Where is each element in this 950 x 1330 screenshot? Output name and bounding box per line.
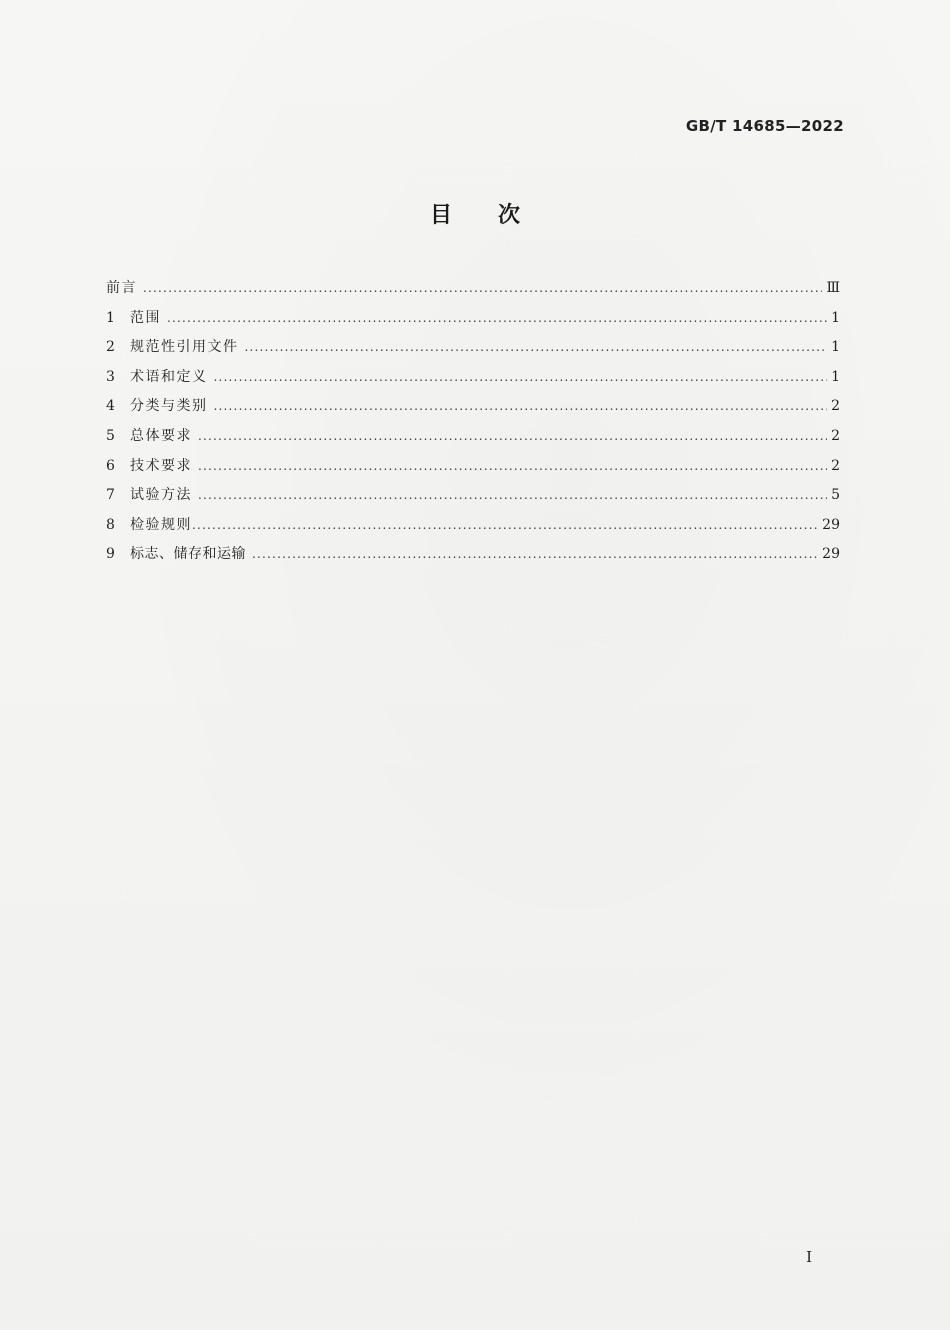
page-number: I <box>806 1248 812 1266</box>
toc-entry-inspection-rules[interactable] <box>106 511 840 541</box>
toc-entry-number: 3 <box>106 368 115 385</box>
toc-entry-scope[interactable] <box>106 304 840 334</box>
toc-entry-label: 分类与类别 <box>130 398 208 415</box>
toc-entry-page: 2 <box>831 457 840 474</box>
toc-entry-page: 1 <box>831 339 840 356</box>
toc-entry-label: 检验规则 <box>130 516 192 533</box>
toc-entry-number: 2 <box>106 339 115 356</box>
toc-dot-leader <box>192 511 818 541</box>
toc-title: 目次 <box>429 203 566 228</box>
toc-entry-label: 范围 <box>130 309 161 326</box>
toc-entry-page: 1 <box>831 309 840 326</box>
toc-entry-general-requirements[interactable] <box>106 422 840 452</box>
toc-entry-page: 2 <box>831 398 840 415</box>
toc-entry-number: 1 <box>106 309 115 326</box>
toc-entry-marking-storage-transport[interactable] <box>106 540 840 570</box>
toc-entry-label: 总体要求 <box>130 427 192 444</box>
toc-entry-label: 前言 <box>106 280 137 296</box>
toc-entry-number: 5 <box>106 427 115 444</box>
toc-entry-label: 规范性引用文件 <box>130 339 239 356</box>
toc-entry-label: 术语和定义 <box>130 368 208 385</box>
standard-code: GB/T 14685—2022 <box>685 117 844 135</box>
toc-entry-number: 8 <box>106 516 115 533</box>
toc-entry-classification[interactable] <box>106 392 840 422</box>
toc-entry-page: 5 <box>831 487 840 504</box>
toc-entry-number: 7 <box>106 487 115 504</box>
toc-dot-leader <box>198 481 827 511</box>
toc-entry-label: 技术要求 <box>130 457 192 474</box>
toc-entry-test-methods[interactable] <box>106 481 840 511</box>
toc-entry-page: Ⅲ <box>826 280 840 296</box>
toc-dot-leader <box>167 304 827 334</box>
toc-dot-leader <box>245 333 828 363</box>
toc-dot-leader <box>198 452 827 482</box>
toc-dot-leader <box>214 392 828 422</box>
toc-entry-page: 29 <box>822 546 840 563</box>
toc-entry-terms-definitions[interactable] <box>106 363 840 393</box>
toc-dot-leader <box>198 422 827 452</box>
table-of-contents <box>106 274 840 570</box>
toc-entry-number: 4 <box>106 398 115 415</box>
toc-dot-leader <box>252 540 818 570</box>
toc-entry-normative-references[interactable] <box>106 333 840 363</box>
toc-entry-number: 9 <box>106 546 115 563</box>
toc-entry-foreword[interactable] <box>106 274 840 304</box>
toc-entry-number: 6 <box>106 457 115 474</box>
toc-entry-label: 标志、储存和运输 <box>130 546 246 563</box>
toc-dot-leader <box>143 274 822 304</box>
toc-entry-page: 29 <box>822 516 840 533</box>
toc-dot-leader <box>214 363 828 393</box>
toc-entry-technical-requirements[interactable] <box>106 452 840 482</box>
toc-entry-page: 1 <box>831 368 840 385</box>
toc-entry-label: 试验方法 <box>130 487 192 504</box>
toc-entry-page: 2 <box>831 427 840 444</box>
